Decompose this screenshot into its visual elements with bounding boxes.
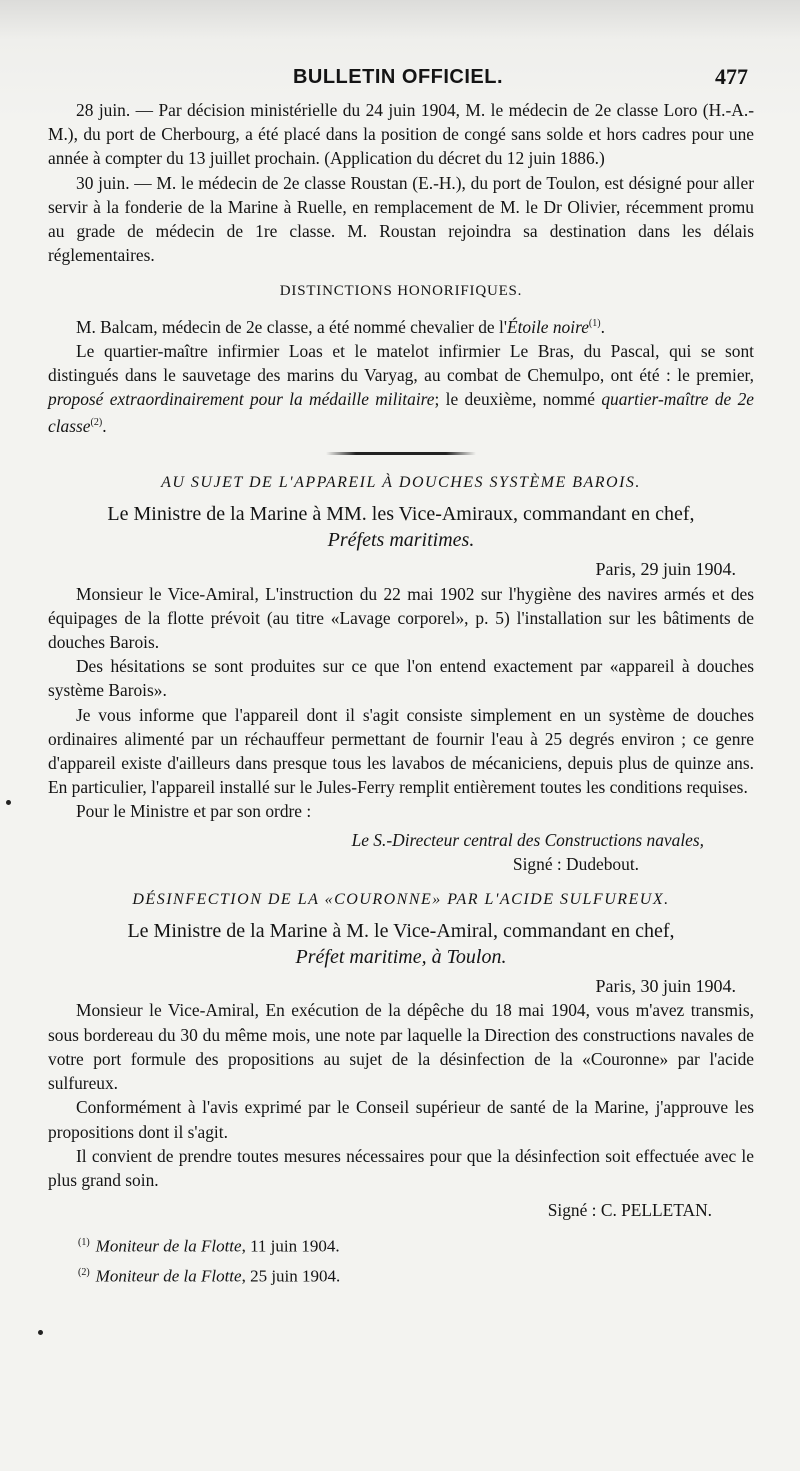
footnote-2-mark: (2) (78, 1266, 90, 1278)
distinction-balcam: M. Balcam, médecin de 2e classe, a été nommé chevalier de l'Étoile noire$^{(1)}$. (76, 316, 605, 337)
section-divider (326, 452, 476, 455)
footnote-1-source: Moniteur de la Flotte (95, 1236, 242, 1256)
etoile-noire: Étoile noire (506, 316, 589, 337)
barois-heading: AU SUJET DE L'APPAREIL À DOUCHES SYSTÈME BAROIS. (161, 474, 641, 492)
page-number: 477 (715, 64, 748, 89)
couronne-signature: Signé : C. PELLETAN. (547, 1200, 712, 1221)
barois-paragraph-3: Je vous informe que l'appareil dont il s'agit consiste simplement en un système de douches ordinaires alimenté par un réchauffeur permettant de fournir l'eau à 25 degrés environ ; ce genre d'appareil existe d'ailleurs dans presque tous les lavabos de mécaniciens, depuis plus de quinze ans. En particulier, l'appareil installé sur le Jules-Ferry remplit entièrement toutes les conditions requises. (48, 704, 754, 798)
footnote-1 (78, 1230, 754, 1260)
footnote-ref-1: (1) (588, 317, 601, 329)
footnote-2-date: , 25 juin 1904. (241, 1266, 341, 1286)
entry-30-juin: 30 juin. — M. le médecin de 2e classe Roustan (E.-H.), du port de Toulon, est désigné pour aller servir à la fonderie de la Marine à Ruelle, en remplacement de M. le Dr Olivier, récemment promu au grade de médecin de 1re classe. M. Roustan rejoindra sa destination dans les délais réglementaires. (48, 172, 754, 266)
page-body (48, 98, 754, 1290)
scan-speck-2 (38, 1330, 43, 1335)
scan-speck (6, 800, 11, 805)
barois-addressee-line1: Le Ministre de la Marine à MM. les Vice-Amiraux, commandant en chef, (107, 503, 695, 526)
couronne-paragraph-3: Il convient de prendre toutes mesures nécessaires pour que la désinfection soit effectuée avec le plus grand soin. (48, 1145, 754, 1190)
couronne-addressee-line1: Le Ministre de la Marine à M. le Vice-Amiral, commandant en chef, (127, 920, 675, 943)
medal-proposal: proposé extraordinairement pour la médaille militaire (48, 389, 435, 410)
distinctions-heading: DISTINCTIONS HONORIFIQUES. (279, 283, 523, 300)
barois-paragraph-4: Pour le Ministre et par son ordre : (76, 801, 312, 822)
couronne-paragraph-2: Conformément à l'avis exprimé par le Conseil supérieur de santé de la Marine, j'approuve les propositions dont il s'agit. (48, 1097, 754, 1142)
barois-addressee (48, 501, 754, 553)
footnote-ref-2: (2) (90, 417, 103, 429)
barois-signer: Le S.-Directeur central des Constructions navales, (351, 829, 704, 850)
barois-addressee-line2: Préfets maritimes. (327, 529, 475, 552)
page-header (48, 62, 748, 92)
barois-place-date: Paris, 29 juin 1904. (595, 559, 736, 580)
couronne-addressee-line2: Préfet maritime, à Toulon. (295, 946, 507, 969)
couronne-paragraph-1: Monsieur le Vice-Amiral, En exécution de la dépêche du 18 mai 1904, vous m'avez transmis, sous bordereau du 30 du même mois, une note par laquelle la Direction des constructions navales de votre port formule des propositions au sujet de la désinfection de la «Couronne» par l'acide sulfureux. (48, 1000, 754, 1094)
promotion-title: quartier-maître de 2e classe (48, 389, 755, 437)
barois-signature: Signé : Dudebout. (512, 853, 639, 874)
running-title: BULLETIN OFFICIEL. (292, 66, 504, 88)
barois-paragraph-2: Des hésitations se sont produites sur ce que l'on entend exactement par «appareil à douches système Barois». (48, 656, 754, 701)
distinction-text-2: ; le deuxième, nommé (434, 389, 602, 410)
footnote-2-source: Moniteur de la Flotte (95, 1266, 242, 1286)
footnotes (48, 1230, 754, 1289)
distinction-balcam-text: M. Balcam, médecin de 2e classe, a été nommé chevalier de l' (76, 316, 507, 337)
distinction-end: . (102, 416, 107, 437)
barois-paragraph-1: Monsieur le Vice-Amiral, L'instruction du 22 mai 1902 sur l'hygiène des navires armés et des équipages de la flotte prévoit (au titre «Lavage corporel», p. 5) l'installation sur les bâtiments de douches Barois. (48, 583, 754, 653)
couronne-heading: DÉSINFECTION DE LA «COURONNE» PAR L'ACIDE SULFUREUX. (132, 891, 670, 909)
entry-28-juin: 28 juin. — Par décision ministérielle du 24 juin 1904, M. le médecin de 2e classe Loro (H.-A.-M.), du port de Cherbourg, a été placé dans la position de congé sans solde et hors cadres pour une année à compter du 13 juillet prochain. (Application du décret du 12 juin 1886.) (48, 100, 754, 169)
footnote-2 (78, 1260, 754, 1290)
couronne-place-date: Paris, 30 juin 1904. (595, 976, 736, 997)
distinction-loas-lebras (48, 339, 754, 439)
couronne-addressee (48, 918, 754, 970)
footnote-1-mark: (1) (78, 1237, 90, 1249)
distinction-text: Le quartier-maître infirmier Loas et le matelot infirmier Le Bras, du Pascal, qui se sont distingués dans le sauvetage des marins du Varyag, au combat de Chemulpo, ont été : le premier, (48, 340, 754, 385)
footnote-1-date: , 11 juin 1904. (241, 1236, 340, 1256)
